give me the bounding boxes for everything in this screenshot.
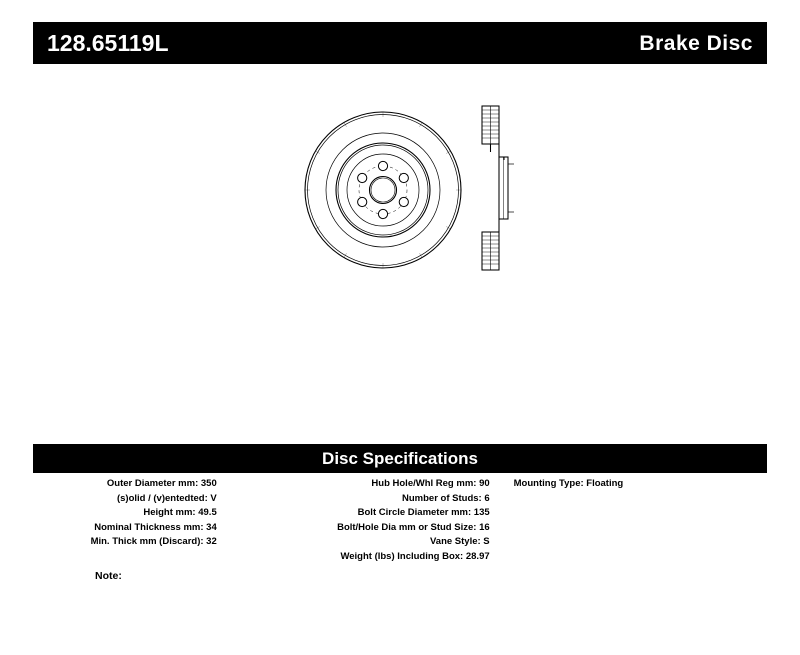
spec-item: Min. Thick mm (Discard): 32 bbox=[90, 536, 217, 547]
spec-item: Bolt/Hole Dia mm or Stud Size: 16 bbox=[337, 521, 490, 533]
disc-specifications-body bbox=[33, 477, 767, 564]
product-type-label: Brake Disc bbox=[639, 31, 753, 55]
spec-item: Weight (lbs) Including Box: 28.97 bbox=[340, 550, 490, 562]
spec-item: Bolt Circle Diameter mm: 135 bbox=[357, 507, 490, 518]
spec-item: Outer Diameter mm: 350 bbox=[106, 478, 217, 489]
product-drawing-area bbox=[33, 80, 767, 430]
part-number: 128.65119L bbox=[47, 29, 169, 56]
disc-specifications-header bbox=[33, 444, 767, 473]
spec-item: Height mm: 49.5 bbox=[143, 507, 217, 518]
disc-specifications-title: Disc Specifications bbox=[322, 448, 478, 468]
brake-disc-cross-section-view bbox=[468, 100, 528, 280]
spec-item: (s)olid / (v)entedted: V bbox=[116, 492, 217, 504]
spec-item: Vane Style: S bbox=[429, 536, 490, 547]
spec-item: Number of Studs: 6 bbox=[402, 492, 490, 504]
spec-column-left bbox=[33, 477, 223, 550]
spec-item: Nominal Thickness mm: 34 bbox=[94, 521, 217, 533]
spec-item: Hub Hole/Whl Reg mm: 90 bbox=[371, 478, 490, 489]
spec-item: Mounting Type: Floating bbox=[513, 478, 624, 489]
brake-disc-face-view bbox=[298, 100, 468, 285]
spec-column-right bbox=[496, 477, 767, 492]
spec-column-middle bbox=[223, 477, 496, 564]
note-label: Note: bbox=[95, 570, 122, 582]
header-bar bbox=[33, 22, 767, 64]
